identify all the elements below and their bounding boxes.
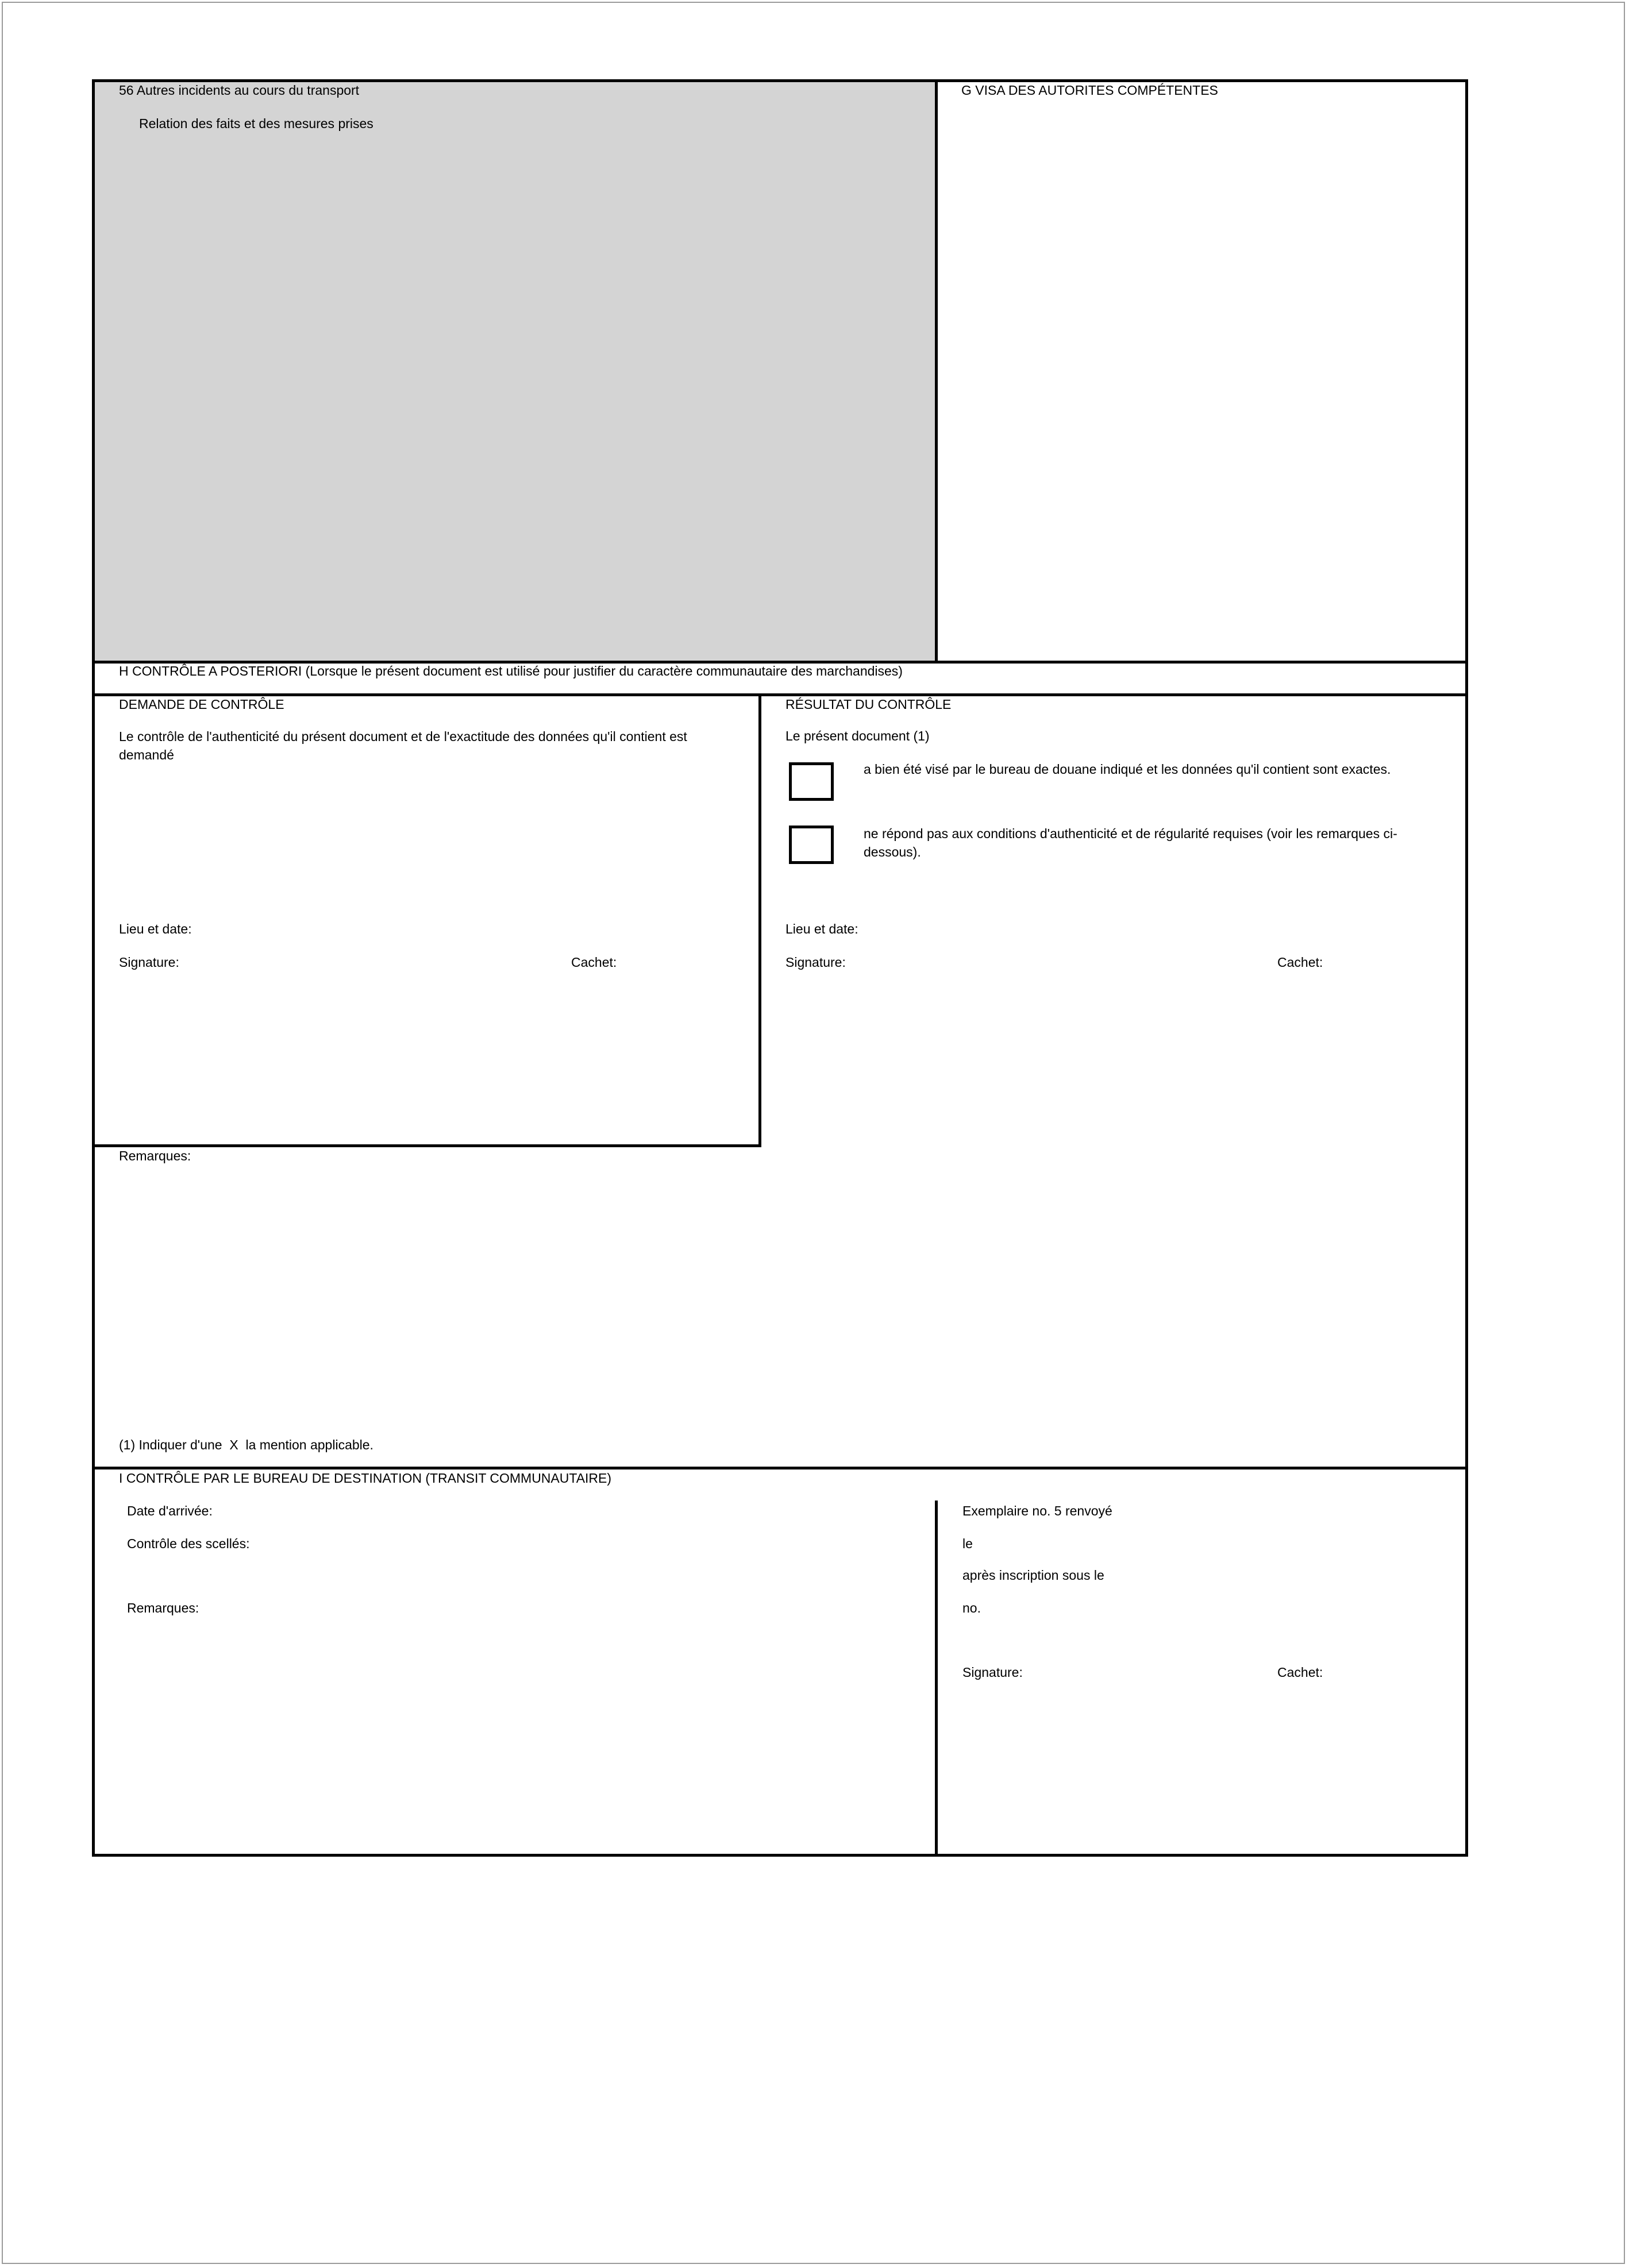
- form-right-border: [1465, 79, 1468, 1857]
- resultat-title: RÉSULTAT DU CONTRÔLE: [785, 697, 952, 712]
- exemplaire-label: Exemplaire no. 5 renvoyé: [962, 1503, 1112, 1518]
- demande-signature: Signature:: [119, 955, 179, 970]
- divider-56-g: [935, 79, 938, 664]
- section-56-subtitle: Relation des faits et des mesures prises: [139, 116, 373, 131]
- section-i-remarques-label: Remarques:: [127, 1600, 199, 1615]
- section-h-remarques: Remarques:: [119, 1148, 191, 1163]
- form-bottom-border: [92, 1854, 1468, 1857]
- section-i-signature: Signature:: [962, 1665, 1023, 1680]
- form-left-border: [92, 79, 95, 1857]
- resultat-cachet: Cachet:: [1277, 955, 1323, 970]
- section-h-title: H CONTRÔLE A POSTERIORI (Lorsque le présent document est utilisé pour justifier du caractère communautaire des marchandises): [119, 664, 903, 678]
- demande-title: DEMANDE DE CONTRÔLE: [119, 697, 284, 712]
- section-h-footnote: (1) Indiquer d'une X la mention applicable.: [119, 1437, 373, 1452]
- apres-inscription-label: après inscription sous le: [962, 1568, 1104, 1583]
- le-label: le: [962, 1536, 973, 1551]
- section-i-title: I CONTRÔLE PAR LE BUREAU DE DESTINATION (TRANSIT COMMUNAUTAIRE): [119, 1471, 612, 1486]
- resultat-intro: Le présent document (1): [785, 728, 930, 743]
- section-i-cachet: Cachet:: [1277, 1665, 1323, 1680]
- resultat-option-2: ne répond pas aux conditions d'authenticité et de régularité requises (voir les remarques ci-dessous).: [864, 826, 1397, 859]
- divider-demande-resultat: [758, 693, 761, 1147]
- resultat-checkbox-1[interactable]: [789, 762, 834, 801]
- resultat-option-1: a bien été visé par le bureau de douane indiqué et les données qu'il contient sont exactes.: [864, 762, 1391, 777]
- divider-i-columns: [935, 1501, 938, 1857]
- no-label: no.: [962, 1600, 981, 1615]
- demande-cachet: Cachet:: [571, 955, 617, 970]
- section-56-title: 56 Autres incidents au cours du transport: [119, 83, 360, 98]
- section-56-shaded-area: [95, 82, 937, 662]
- section-g-title: G VISA DES AUTORITES COMPÉTENTES: [961, 83, 1218, 98]
- resultat-signature: Signature:: [785, 955, 846, 970]
- demande-text: Le contrôle de l'authenticité du présent document et de l'exactitude des données qu'il contient est demandé: [119, 729, 687, 762]
- date-arrivee-label: Date d'arrivée:: [127, 1503, 213, 1518]
- divider-h-sub: [92, 693, 1468, 696]
- divider-demande-bottom: [92, 1144, 761, 1147]
- resultat-lieu-date: Lieu et date:: [785, 921, 858, 936]
- demande-lieu-date: Lieu et date:: [119, 921, 192, 936]
- controle-scelles-label: Contrôle des scellés:: [127, 1536, 250, 1551]
- resultat-checkbox-2[interactable]: [789, 826, 834, 864]
